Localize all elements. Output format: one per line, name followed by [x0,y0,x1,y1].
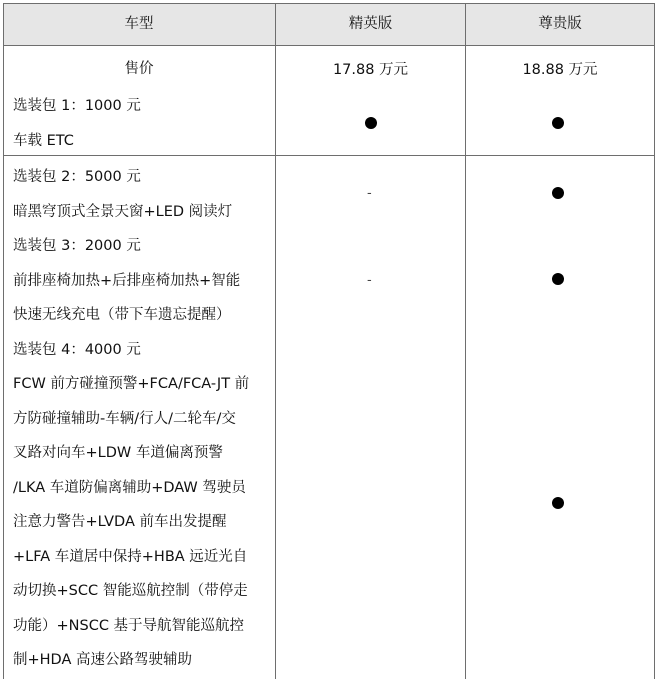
table-border-right [654,3,655,679]
package-line: +LFA 车道居中保持+HBA 远近光自 [13,549,248,565]
package-line: 快速无线充电（带下车遗忘提醒） [13,307,231,323]
package-line: 叉路对向车+LDW 车道偏离预警 [13,445,223,461]
header-premium: 尊贵版 [538,16,582,32]
package-1-content: 车载 ETC [13,133,74,149]
header-elite: 精英版 [348,16,393,32]
table-border-left [3,3,4,679]
header-bottom-rule [3,45,655,46]
premium-package-2-included-dot [552,187,564,199]
package-line: 选装包 2：5000 元 [13,169,141,185]
package-line: 选装包 3：2000 元 [13,238,141,254]
elite-package-1-included-dot [365,117,377,129]
elite-not-included-dash: - [367,273,372,288]
options-table [3,3,655,679]
row-separator [3,155,655,156]
premium-package-3-included-dot [552,273,564,285]
package-line: FCW 前方碰撞预警+FCA/FCA-JT 前 [13,376,250,392]
price-label: 售价 [124,61,154,77]
package-line: 制+HDA 高速公路驾驶辅助 [13,652,192,668]
header-model: 车型 [124,16,154,32]
column-separator-2 [465,3,466,679]
package-line: 注意力警告+LVDA 前车出发提醒 [13,514,227,530]
premium-package-1-included-dot [552,117,564,129]
package-line: 方防碰撞辅助-车辆/行人/二轮车/交 [13,411,236,427]
package-line: /LKA 车道防偏离辅助+DAW 驾驶员 [13,480,246,496]
package-line: 功能）+NSCC 基于导航智能巡航控 [13,618,245,634]
package-1-title: 选装包 1：1000 元 [13,98,141,114]
price-premium: 18.88 万元 [522,62,598,78]
table-border-top [3,3,655,4]
package-line: 前排座椅加热+后排座椅加热+智能 [13,273,241,289]
price-elite: 17.88 万元 [332,62,409,78]
package-line: 选装包 4：4000 元 [13,342,141,358]
column-separator-1 [275,3,276,679]
elite-not-included-dash: - [367,186,372,201]
premium-package-4-included-dot [552,497,564,509]
package-line: 暗黑穹顶式全景天窗+LED 阅读灯 [13,204,233,220]
package-line: 动切换+SCC 智能巡航控制（带停走 [13,583,248,599]
